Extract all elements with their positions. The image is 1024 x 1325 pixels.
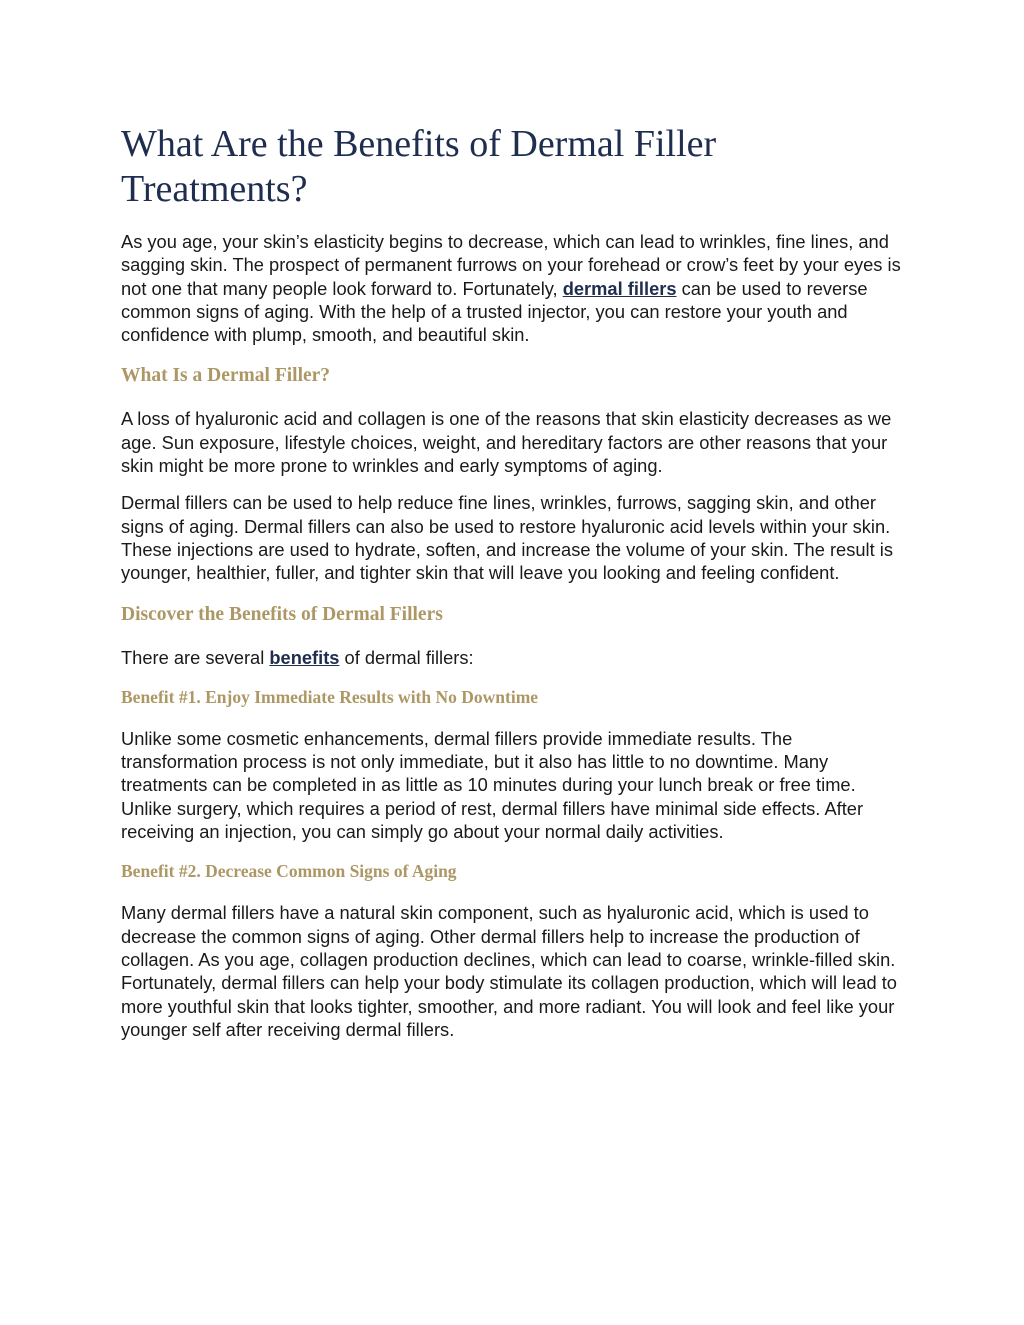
benefit-1-paragraph: Unlike some cosmetic enhancements, dermal fillers provide immediate results. The transformation process is not only immediate, but it also has little to no downtime. Many treatments can be completed in as little as 10 minutes during your lunch break or free time. Unlike surgery, which requires a period of rest, dermal fillers have minimal side effects. After receiving an injection, you can simply go about your normal daily activities. (121, 727, 864, 843)
intro-text-after-link: can be used to reverse common signs of aging. With the help of a trusted injector, you can restore your youth and confidence with plump, smooth, and beautiful skin. (121, 277, 868, 346)
benefits-intro-before: There are several (121, 646, 270, 668)
page-title: What Are the Benefits of Dermal Filler Treatments? (121, 123, 717, 210)
document-page (121, 122, 911, 1055)
section-heading-what-is: What Is a Dermal Filler? (121, 365, 331, 387)
benefit-1-heading: Benefit #1. Enjoy Immediate Results with No Downtime (121, 686, 539, 707)
dermal-fillers-link[interactable]: dermal fillers (562, 277, 677, 299)
intro-paragraph (121, 230, 911, 346)
benefit-2-paragraph: Many dermal fillers have a natural skin component, such as hyaluronic acid, which is used to decrease the common signs of aging. Other dermal fillers help to increase the production of collagen. As you age, collagen production declines, which can lead to coarse, wrinkle-filled skin. Fortunately, dermal fillers can help your body stimulate its collagen production, which will lead to more youthful skin that looks tighter, smoother, and more radiant. You will look and feel like your younger self after receiving dermal fillers. (121, 902, 897, 1040)
benefit-2-heading: Benefit #2. Decrease Common Signs of Aging (121, 861, 457, 882)
benefits-link[interactable]: benefits (269, 646, 340, 668)
section-heading-benefits: Discover the Benefits of Dermal Fillers (121, 603, 443, 625)
benefits-intro-paragraph (121, 646, 911, 669)
what-is-paragraph-1: A loss of hyaluronic acid and collagen is one of the reasons that skin elasticity decreases as we age. Sun exposure, lifestyle choices, weight, and hereditary factors are other reasons that your skin might be more prone to wrinkles and early symptoms of aging. (121, 408, 892, 477)
benefits-intro-after: of dermal fillers: (339, 646, 474, 668)
intro-text-before-link: As you age, your skin’s elasticity begins to decrease, which can lead to wrinkles, fine lines, and sagging skin. The prospect of permanent furrows on your forehead or crow’s feet by your eyes is not one that many people look forward to. Fortunately, (121, 231, 901, 299)
what-is-paragraph-2: Dermal fillers can be used to help reduce fine lines, wrinkles, furrows, sagging skin, and other signs of aging. Dermal fillers can also be used to restore hyaluronic acid levels within your skin. These injections are used to hydrate, soften, and increase the volume of your skin. The result is younger, healthier, fuller, and tighter skin that will leave you looking and feeling confident. (121, 492, 893, 584)
